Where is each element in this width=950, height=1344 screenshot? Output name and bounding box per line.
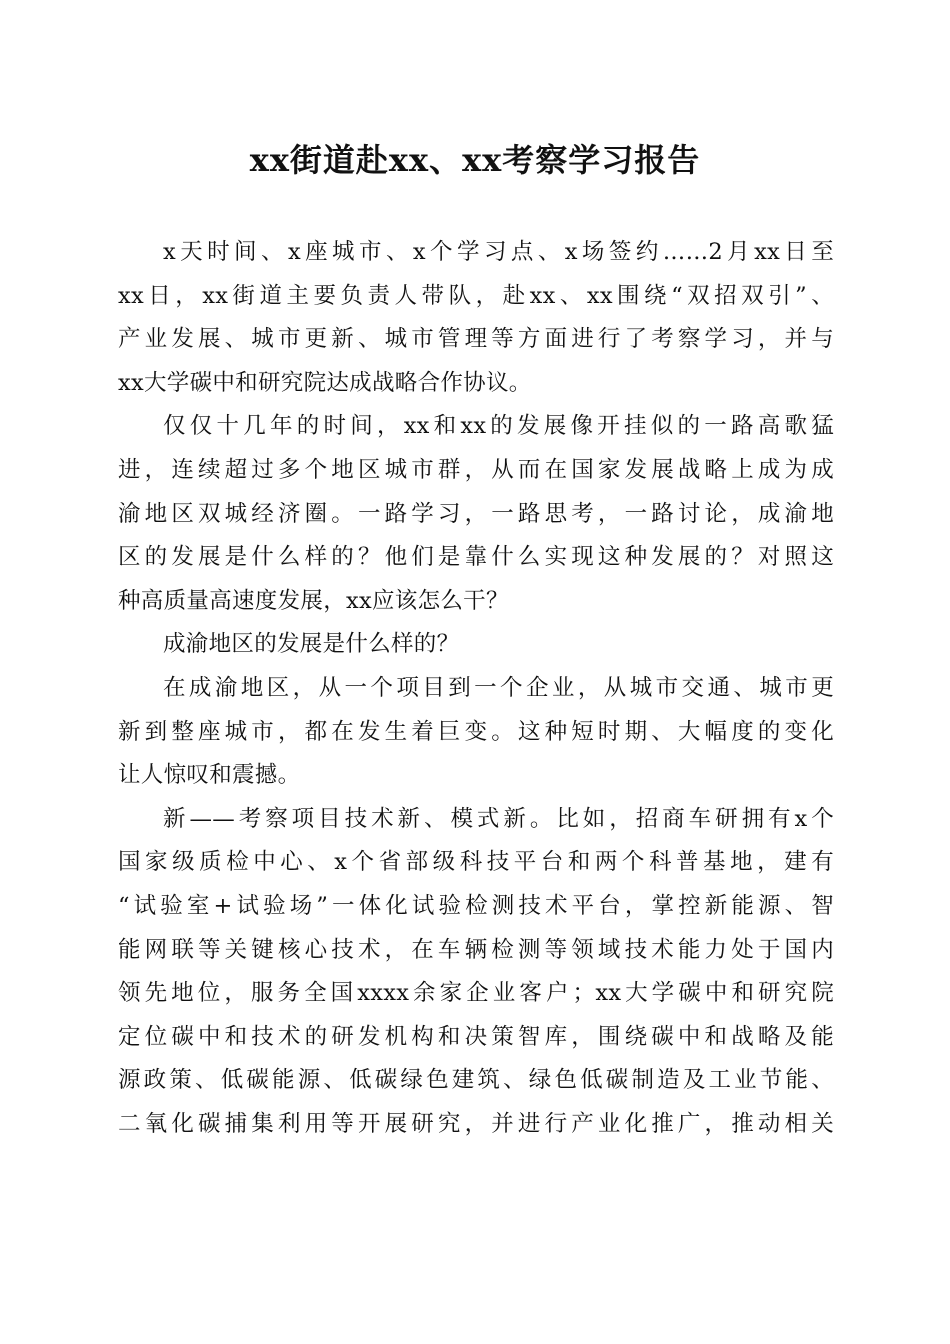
text-line: x天时间、x座城市、x个学习点、x场签约……2月xx日至 [163, 239, 834, 265]
text-line: xx大学碳中和研究院达成战略合作协议。 [118, 369, 532, 396]
text-line: 源政策、低碳能源、低碳绿色建筑、绿色低碳制造及工业节能、 [118, 1067, 834, 1094]
text-line: 定位碳中和技术的研发机构和决策智库，围绕碳中和战略及能 [118, 1023, 834, 1050]
text-line: 区的发展是什么样的？他们是靠什么实现这种发展的？对照这 [118, 544, 834, 571]
text-line: 进，连续超过多个地区城市群，从而在国家发展战略上成为成 [118, 456, 834, 483]
text-line: 种高质量高速度发展，xx应该怎么干？ [118, 587, 509, 614]
document-title: xx街道赴xx、xx考察学习报告 [249, 141, 701, 179]
document-body [118, 231, 834, 1146]
text-line: 二氧化碳捕集利用等开展研究，并进行产业化推广，推动相关 [118, 1110, 834, 1137]
text-line: 国家级质检中心、x个省部级科技平台和两个科普基地，建有 [118, 849, 834, 876]
text-line: 领先地位，服务全国xxxx余家企业客户；xx大学碳中和研究院 [118, 980, 834, 1007]
text-line: 仅仅十几年的时间，xx和xx的发展像开挂似的一路高歌猛 [163, 413, 834, 440]
text-line: 让人惊叹和震撼。 [118, 762, 301, 789]
text-line: 产业发展、城市更新、城市管理等方面进行了考察学习，并与 [118, 326, 834, 353]
text-line: 新到整座城市，都在发生着巨变。这种短时期、大幅度的变化 [118, 718, 834, 745]
text-line: 能网联等关键核心技术，在车辆检测等领域技术能力处于国内 [118, 936, 834, 963]
text-line: xx日，xx街道主要负责人带队，赴xx、xx围绕“双招双引”、 [118, 282, 834, 309]
text-line: 在成渝地区，从一个项目到一个企业，从城市交通、城市更 [163, 674, 834, 701]
text-line: “试验室+试验场”一体化试验检测技术平台，掌控新能源、智 [118, 892, 834, 919]
text-line: 成渝地区的发展是什么样的？ [163, 631, 460, 658]
text-line: 新——考察项目技术新、模式新。比如，招商车研拥有x个 [163, 805, 834, 832]
text-line: 渝地区双城经济圈。一路学习，一路思考，一路讨论，成渝地 [118, 500, 834, 527]
